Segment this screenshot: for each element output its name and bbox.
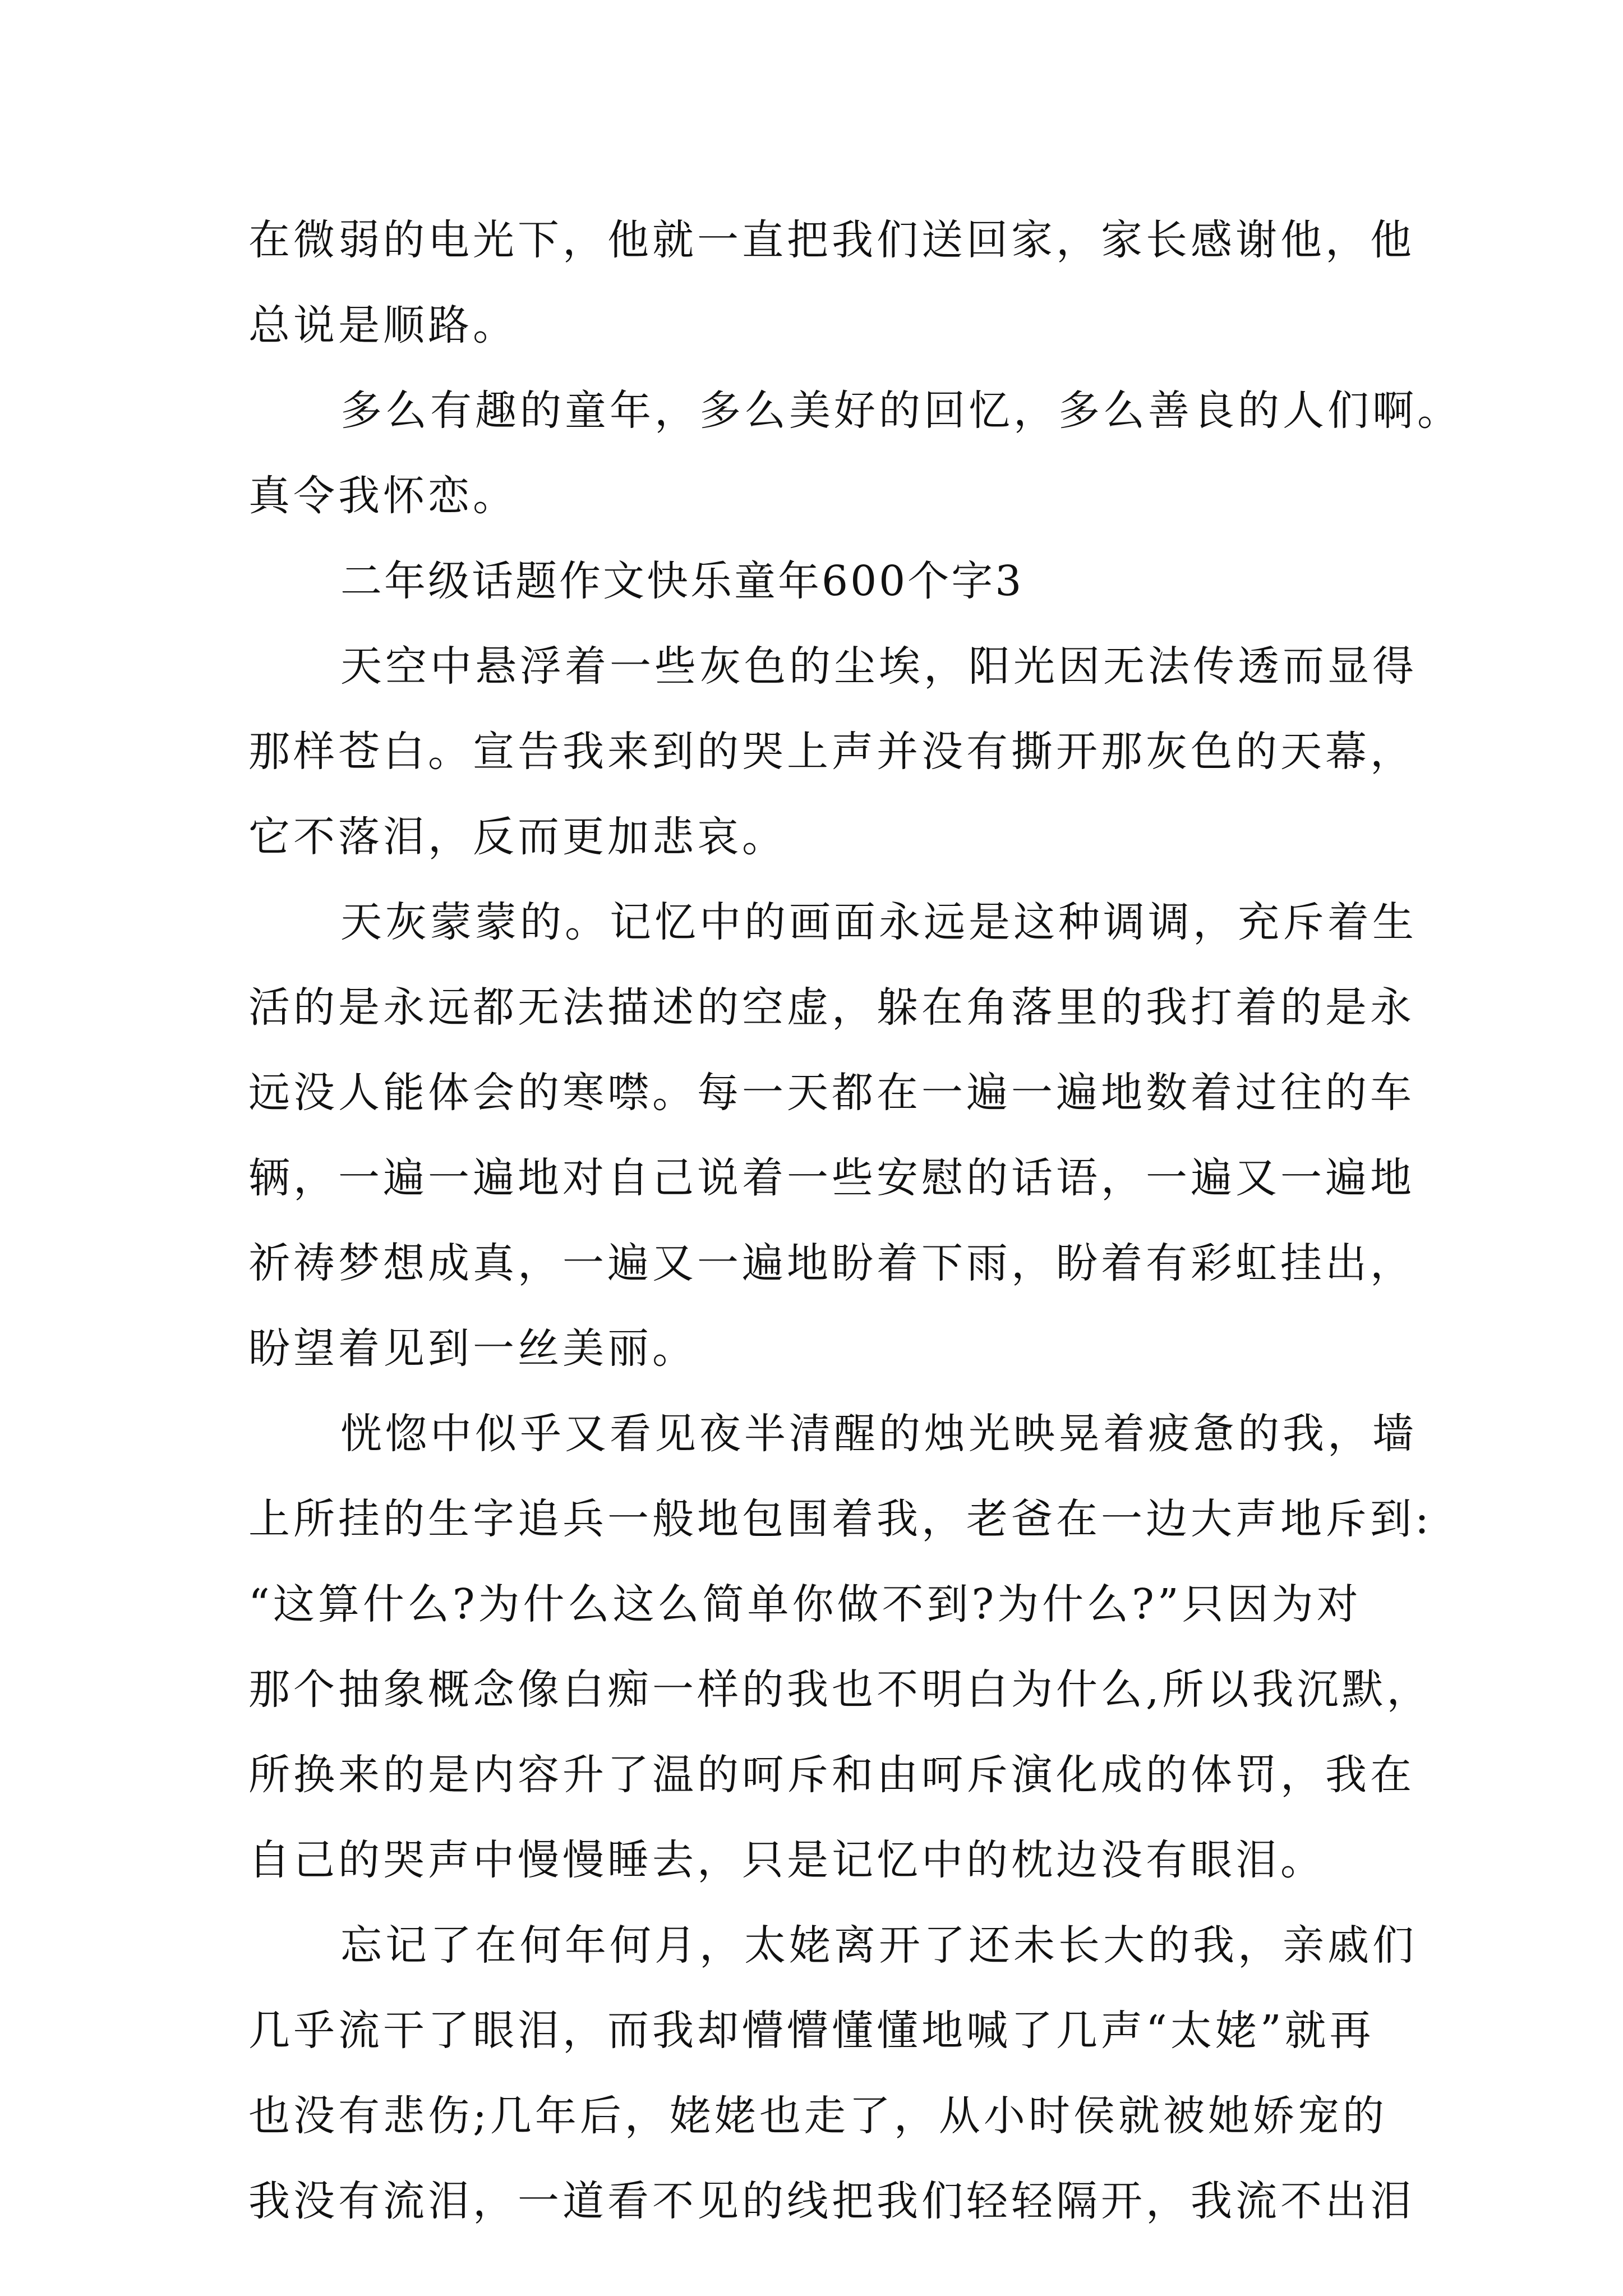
text-line: 盼望着见到一丝美丽。: [248, 1324, 697, 1373]
text-line: 所换来的是内容升了温的呵斥和由呵斥演化成的体罚，我在: [248, 1751, 1415, 1799]
text-line: 在微弱的电光下，他就一直把我们送回家，家长感谢他，他: [248, 216, 1415, 264]
text-line: 恍惚中似乎又看见夜半清醒的烛光映晃着疲惫的我，墙: [340, 1410, 1417, 1458]
text-line: 远没人能体会的寒噤。每一天都在一遍一遍地数着过往的车: [248, 1069, 1415, 1117]
text-line: 上所挂的生字追兵一般地包围着我，老爸在一边大声地斥到:: [248, 1495, 1432, 1543]
document-body: [248, 197, 1462, 2244]
text-line: “这算什么?为什么这么简单你做不到?为什么?”只因为对: [248, 1580, 1362, 1628]
text-line: 多么有趣的童年，多么美好的回忆，多么善良的人们啊。: [340, 386, 1462, 435]
text-line: 祈祷梦想成真，一遍又一遍地盼着下雨，盼着有彩虹挂出，: [248, 1239, 1415, 1287]
text-line: 真令我怀恋。: [248, 472, 518, 520]
text-line: 几乎流干了眼泪，而我却懵懵懂懂地喊了几声“太姥”就再: [248, 2007, 1375, 2055]
text-line: 忘记了在何年何月，太姥离开了还未长大的我，亲戚们: [340, 1921, 1417, 1970]
text-line: 也没有悲伤;几年后，姥姥也走了，从小时侯就被她娇宠的: [248, 2092, 1387, 2140]
text-line: 天空中悬浮着一些灰色的尘埃，阳光因无法传透而显得: [340, 642, 1417, 691]
paragraph-farewell: [248, 1903, 1417, 2244]
paragraph-reminiscence: [248, 368, 1462, 539]
text-line: 总说是顺路。: [248, 301, 518, 349]
text-line: 它不落泪，反而更加悲哀。: [248, 813, 787, 861]
paragraph-gray-days: [248, 880, 1417, 1391]
section-heading: [248, 539, 1393, 624]
paragraph-sky: [248, 624, 1417, 880]
text-line: 那样苍白。宣告我来到的哭上声并没有撕开那灰色的天幕，: [248, 728, 1415, 776]
section-heading-text: 二年级话题作文快乐童年600个字3: [340, 557, 1024, 605]
text-line: 我没有流泪，一道看不见的线把我们轻轻隔开，我流不出泪: [248, 2177, 1415, 2225]
paragraph-continuation: [248, 197, 1415, 368]
text-line: 自己的哭声中慢慢睡去，只是记忆中的枕边没有眼泪。: [248, 1836, 1325, 1884]
text-line: 天灰蒙蒙的。记忆中的画面永远是这种调调，充斥着生: [340, 898, 1417, 946]
text-line: 活的是永远都无法描述的空虚，躲在角落里的我打着的是永: [248, 983, 1415, 1032]
text-line: 辆，一遍一遍地对自己说着一些安慰的话语，一遍又一遍地: [248, 1154, 1415, 1202]
paragraph-candlelight: [248, 1391, 1432, 1903]
text-line: 那个抽象概念像白痴一样的我也不明白为什么,所以我沉默，: [248, 1665, 1432, 1714]
